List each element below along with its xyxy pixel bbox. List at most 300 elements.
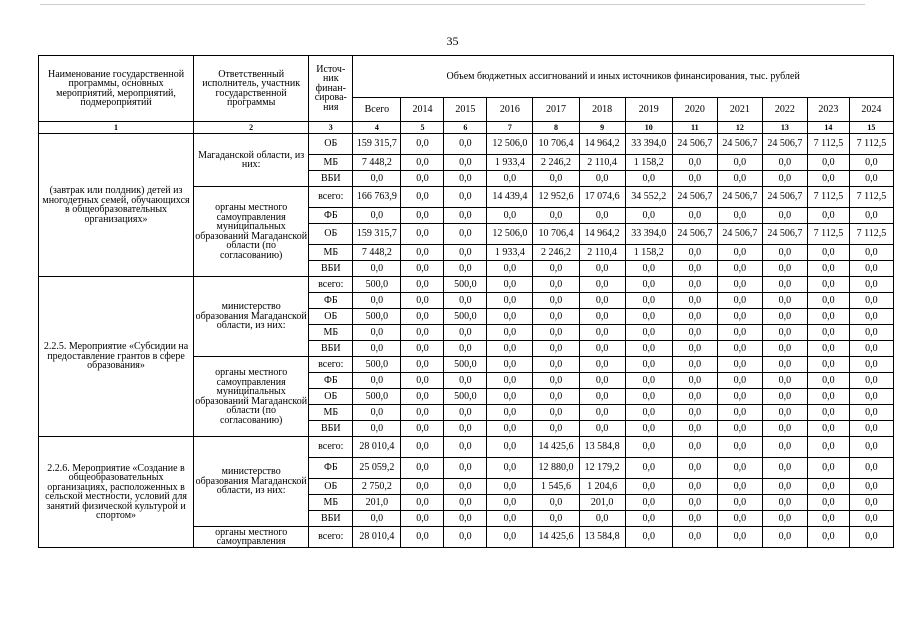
- year-value: 0,0: [533, 293, 579, 309]
- year-value: 0,0: [717, 341, 762, 357]
- year-value: 0,0: [762, 479, 807, 495]
- year-value: 0,0: [487, 458, 533, 479]
- year-value: 0,0: [849, 341, 893, 357]
- year-value: 0,0: [533, 341, 579, 357]
- year-value: 0,0: [762, 245, 807, 261]
- year-value: 0,0: [849, 389, 893, 405]
- year-value: 0,0: [533, 405, 579, 421]
- year-value: 0,0: [807, 437, 849, 458]
- year-value: 0,0: [625, 261, 672, 277]
- year-value: 24 506,7: [717, 224, 762, 245]
- year-value: 0,0: [717, 357, 762, 373]
- executor-name: министерство образования Магаданской области, из них:: [194, 277, 309, 357]
- year-value: 0,0: [672, 171, 717, 187]
- year-value: 0,0: [762, 421, 807, 437]
- program-item-name: 2.2.5. Мероприятие «Субсидии на предоставление грантов в сфере образования»: [39, 277, 194, 437]
- year-value: 0,0: [717, 171, 762, 187]
- year-value: 0,0: [625, 458, 672, 479]
- executor-name: органы местного самоуправления: [194, 527, 309, 548]
- funding-source: всего:: [309, 357, 353, 373]
- year-value: 0,0: [625, 373, 672, 389]
- program-item-name: (завтрак или полдник) детей из многодетных семей, обучающихся в общеобразовательных организациях»: [39, 134, 194, 277]
- column-number: 4: [353, 122, 401, 134]
- year-value: 0,0: [762, 405, 807, 421]
- year-value: 0,0: [717, 389, 762, 405]
- column-number: 6: [444, 122, 487, 134]
- year-value: 0,0: [401, 325, 444, 341]
- year-value: 0,0: [717, 208, 762, 224]
- year-value: 0,0: [672, 495, 717, 511]
- total-value: 0,0: [353, 171, 401, 187]
- year-value: 0,0: [762, 325, 807, 341]
- executor-name: министерство образования Магаданской области, из них:: [194, 437, 309, 527]
- year-value: 0,0: [672, 458, 717, 479]
- year-value: 0,0: [401, 458, 444, 479]
- year-value: 0,0: [717, 495, 762, 511]
- header-volume: Объем бюджетных ассигнований и иных источников финансирования, тыс. рублей: [353, 56, 894, 98]
- year-value: 0,0: [849, 293, 893, 309]
- total-value: 0,0: [353, 511, 401, 527]
- year-value: 0,0: [401, 405, 444, 421]
- year-value: 0,0: [762, 527, 807, 548]
- year-value: 0,0: [579, 325, 625, 341]
- year-value: 0,0: [807, 527, 849, 548]
- year-value: 0,0: [579, 341, 625, 357]
- year-value: 0,0: [487, 325, 533, 341]
- year-value: 0,0: [401, 479, 444, 495]
- year-value: 0,0: [444, 155, 487, 171]
- year-value: 0,0: [625, 309, 672, 325]
- funding-source: МБ: [309, 405, 353, 421]
- column-number: 7: [487, 122, 533, 134]
- year-value: 0,0: [625, 341, 672, 357]
- funding-source: ОБ: [309, 309, 353, 325]
- year-value: 0,0: [762, 155, 807, 171]
- year-header: 2017: [533, 98, 579, 122]
- year-value: 0,0: [579, 511, 625, 527]
- year-value: 34 552,2: [625, 187, 672, 208]
- total-value: 500,0: [353, 309, 401, 325]
- year-value: 0,0: [717, 277, 762, 293]
- table-body: [39, 134, 894, 548]
- year-value: 0,0: [487, 261, 533, 277]
- year-header: 2020: [672, 98, 717, 122]
- year-value: 0,0: [444, 245, 487, 261]
- year-value: 0,0: [849, 458, 893, 479]
- year-value: 0,0: [672, 437, 717, 458]
- year-value: 0,0: [672, 357, 717, 373]
- column-number-row: [39, 122, 894, 134]
- year-value: 0,0: [672, 389, 717, 405]
- year-value: 0,0: [444, 171, 487, 187]
- column-number: 8: [533, 122, 579, 134]
- year-value: 0,0: [672, 293, 717, 309]
- year-value: 0,0: [762, 357, 807, 373]
- total-value: 159 315,7: [353, 134, 401, 155]
- year-value: 0,0: [401, 134, 444, 155]
- year-value: 0,0: [487, 527, 533, 548]
- year-value: 0,0: [444, 405, 487, 421]
- year-value: 0,0: [849, 309, 893, 325]
- total-value: 0,0: [353, 208, 401, 224]
- year-value: 0,0: [533, 309, 579, 325]
- year-value: 0,0: [487, 357, 533, 373]
- year-value: 0,0: [672, 341, 717, 357]
- year-value: 0,0: [717, 293, 762, 309]
- year-value: 0,0: [533, 208, 579, 224]
- year-value: 0,0: [672, 208, 717, 224]
- year-value: 7 112,5: [807, 224, 849, 245]
- total-value: 28 010,4: [353, 527, 401, 548]
- year-value: 0,0: [444, 293, 487, 309]
- total-value: 0,0: [353, 293, 401, 309]
- year-value: 0,0: [807, 245, 849, 261]
- funding-source: МБ: [309, 245, 353, 261]
- column-number: 13: [762, 122, 807, 134]
- year-value: 12 506,0: [487, 134, 533, 155]
- year-value: 24 506,7: [717, 134, 762, 155]
- year-header: Всего: [353, 98, 401, 122]
- year-value: 0,0: [849, 405, 893, 421]
- total-value: 159 315,7: [353, 224, 401, 245]
- year-value: 0,0: [717, 155, 762, 171]
- table-row: [39, 277, 894, 293]
- funding-source: ФБ: [309, 208, 353, 224]
- year-value: 500,0: [444, 389, 487, 405]
- executor-name: Магаданской области, из них:: [194, 134, 309, 187]
- total-value: 0,0: [353, 325, 401, 341]
- year-value: 0,0: [849, 171, 893, 187]
- year-value: 0,0: [579, 277, 625, 293]
- year-value: 0,0: [444, 527, 487, 548]
- year-value: 14 964,2: [579, 224, 625, 245]
- year-value: 0,0: [444, 421, 487, 437]
- total-value: 0,0: [353, 405, 401, 421]
- year-value: 2 246,2: [533, 155, 579, 171]
- column-number: 1: [39, 122, 194, 134]
- column-number: 11: [672, 122, 717, 134]
- year-value: 0,0: [533, 277, 579, 293]
- year-value: 500,0: [444, 309, 487, 325]
- column-number: 15: [849, 122, 893, 134]
- year-value: 0,0: [849, 437, 893, 458]
- year-value: 0,0: [849, 421, 893, 437]
- year-value: 0,0: [762, 495, 807, 511]
- total-value: 500,0: [353, 277, 401, 293]
- year-header: 2015: [444, 98, 487, 122]
- total-value: 500,0: [353, 357, 401, 373]
- funding-source: ОБ: [309, 389, 353, 405]
- year-value: 0,0: [444, 458, 487, 479]
- year-value: 0,0: [444, 261, 487, 277]
- year-value: 0,0: [625, 527, 672, 548]
- total-value: 0,0: [353, 341, 401, 357]
- column-number: 10: [625, 122, 672, 134]
- year-value: 0,0: [717, 511, 762, 527]
- table-row: [39, 437, 894, 458]
- year-value: 0,0: [672, 527, 717, 548]
- year-value: 0,0: [849, 261, 893, 277]
- year-value: 14 964,2: [579, 134, 625, 155]
- year-value: 1 158,2: [625, 155, 672, 171]
- year-value: 201,0: [579, 495, 625, 511]
- year-value: 0,0: [807, 421, 849, 437]
- year-value: 7 112,5: [849, 224, 893, 245]
- year-value: 0,0: [849, 357, 893, 373]
- year-header: 2016: [487, 98, 533, 122]
- year-value: 0,0: [717, 245, 762, 261]
- year-value: 0,0: [717, 373, 762, 389]
- year-value: 0,0: [444, 325, 487, 341]
- year-value: 0,0: [717, 405, 762, 421]
- year-value: 0,0: [533, 495, 579, 511]
- year-value: 0,0: [672, 405, 717, 421]
- table-row: [39, 134, 894, 155]
- column-number: 12: [717, 122, 762, 134]
- funding-source: ФБ: [309, 293, 353, 309]
- executor-name: органы местного самоуправления муниципальных образований Магаданской области (по согласованию): [194, 187, 309, 277]
- total-value: 7 448,2: [353, 155, 401, 171]
- year-value: 0,0: [625, 479, 672, 495]
- year-value: 0,0: [401, 277, 444, 293]
- year-value: 0,0: [533, 389, 579, 405]
- year-value: 0,0: [762, 309, 807, 325]
- total-value: 166 763,9: [353, 187, 401, 208]
- year-value: 0,0: [849, 527, 893, 548]
- header-name: Наименование государственной программы, основных мероприятий, мероприятий, подмероприятий: [39, 56, 194, 122]
- year-value: 0,0: [849, 511, 893, 527]
- year-value: 0,0: [444, 208, 487, 224]
- year-value: 0,0: [672, 309, 717, 325]
- year-value: 0,0: [625, 171, 672, 187]
- program-item-name: 2.2.6. Мероприятие «Создание в общеобразовательных организациях, расположенных в сельской местности, условий для занятий физической культурой и спортом»: [39, 437, 194, 548]
- year-value: 0,0: [762, 437, 807, 458]
- budget-table: [38, 55, 894, 548]
- year-value: 0,0: [807, 495, 849, 511]
- year-value: 0,0: [807, 261, 849, 277]
- year-value: 24 506,7: [672, 187, 717, 208]
- year-value: 0,0: [533, 357, 579, 373]
- year-value: 7 112,5: [849, 134, 893, 155]
- year-value: 0,0: [807, 357, 849, 373]
- funding-source: всего:: [309, 527, 353, 548]
- year-value: 0,0: [487, 389, 533, 405]
- year-value: 0,0: [625, 389, 672, 405]
- year-value: 0,0: [807, 405, 849, 421]
- year-value: 0,0: [625, 511, 672, 527]
- total-value: 7 448,2: [353, 245, 401, 261]
- year-value: 12 880,0: [533, 458, 579, 479]
- year-value: 0,0: [762, 458, 807, 479]
- year-value: 0,0: [625, 293, 672, 309]
- year-value: 13 584,8: [579, 527, 625, 548]
- year-value: 0,0: [762, 341, 807, 357]
- year-value: 17 074,6: [579, 187, 625, 208]
- total-value: 0,0: [353, 373, 401, 389]
- year-value: 0,0: [807, 309, 849, 325]
- year-value: 0,0: [717, 421, 762, 437]
- year-value: 0,0: [444, 479, 487, 495]
- year-value: 0,0: [717, 309, 762, 325]
- year-value: 0,0: [807, 155, 849, 171]
- funding-source: ФБ: [309, 458, 353, 479]
- year-value: 0,0: [444, 134, 487, 155]
- year-value: 0,0: [487, 405, 533, 421]
- year-header: 2019: [625, 98, 672, 122]
- year-value: 0,0: [672, 261, 717, 277]
- year-value: 0,0: [849, 208, 893, 224]
- top-edge-line: [40, 0, 865, 5]
- funding-source: всего:: [309, 437, 353, 458]
- year-value: 7 112,5: [807, 187, 849, 208]
- funding-source: всего:: [309, 277, 353, 293]
- year-value: 0,0: [444, 224, 487, 245]
- year-value: 0,0: [444, 511, 487, 527]
- year-value: 0,0: [401, 437, 444, 458]
- year-value: 0,0: [579, 208, 625, 224]
- year-value: 0,0: [579, 171, 625, 187]
- year-value: 0,0: [807, 208, 849, 224]
- total-value: 0,0: [353, 261, 401, 277]
- year-value: 0,0: [579, 373, 625, 389]
- year-value: 0,0: [444, 187, 487, 208]
- column-number: 5: [401, 122, 444, 134]
- funding-source: ОБ: [309, 224, 353, 245]
- year-value: 0,0: [625, 437, 672, 458]
- funding-source: всего:: [309, 187, 353, 208]
- year-value: 0,0: [579, 261, 625, 277]
- year-value: 0,0: [579, 389, 625, 405]
- header-source: Источ-ник финан-сирова-ния: [309, 56, 353, 122]
- year-value: 10 706,4: [533, 224, 579, 245]
- year-value: 0,0: [487, 479, 533, 495]
- year-value: 0,0: [717, 458, 762, 479]
- year-value: 0,0: [401, 389, 444, 405]
- year-value: 0,0: [444, 437, 487, 458]
- year-value: 0,0: [807, 325, 849, 341]
- year-header: 2018: [579, 98, 625, 122]
- total-value: 28 010,4: [353, 437, 401, 458]
- total-value: 0,0: [353, 421, 401, 437]
- year-value: 0,0: [401, 511, 444, 527]
- year-value: 0,0: [401, 527, 444, 548]
- year-value: 0,0: [401, 155, 444, 171]
- year-value: 0,0: [717, 325, 762, 341]
- year-value: 0,0: [672, 373, 717, 389]
- year-value: 33 394,0: [625, 224, 672, 245]
- year-value: 14 439,4: [487, 187, 533, 208]
- year-value: 0,0: [401, 309, 444, 325]
- year-value: 0,0: [672, 245, 717, 261]
- year-value: 0,0: [762, 293, 807, 309]
- year-value: 0,0: [533, 373, 579, 389]
- year-value: 12 952,6: [533, 187, 579, 208]
- year-header: 2021: [717, 98, 762, 122]
- year-value: 0,0: [625, 405, 672, 421]
- year-value: 0,0: [849, 325, 893, 341]
- year-value: 12 179,2: [579, 458, 625, 479]
- year-value: 0,0: [807, 373, 849, 389]
- year-value: 7 112,5: [807, 134, 849, 155]
- year-value: 0,0: [487, 208, 533, 224]
- year-value: 1 545,6: [533, 479, 579, 495]
- funding-source: МБ: [309, 155, 353, 171]
- year-value: 0,0: [762, 208, 807, 224]
- year-value: 0,0: [807, 479, 849, 495]
- year-value: 0,0: [807, 171, 849, 187]
- year-value: 0,0: [487, 495, 533, 511]
- column-number: 3: [309, 122, 353, 134]
- year-value: 24 506,7: [762, 134, 807, 155]
- year-value: 0,0: [401, 421, 444, 437]
- year-value: 0,0: [762, 389, 807, 405]
- column-number: 2: [194, 122, 309, 134]
- year-value: 0,0: [401, 245, 444, 261]
- funding-source: ВБИ: [309, 421, 353, 437]
- year-value: 0,0: [533, 421, 579, 437]
- year-value: 0,0: [487, 309, 533, 325]
- year-value: 0,0: [807, 458, 849, 479]
- year-value: 7 112,5: [849, 187, 893, 208]
- year-value: 0,0: [579, 421, 625, 437]
- year-value: 0,0: [487, 511, 533, 527]
- year-value: 0,0: [401, 261, 444, 277]
- year-value: 0,0: [672, 155, 717, 171]
- year-value: 0,0: [717, 261, 762, 277]
- funding-source: ОБ: [309, 479, 353, 495]
- year-value: 0,0: [579, 357, 625, 373]
- year-value: 0,0: [487, 277, 533, 293]
- year-header: 2022: [762, 98, 807, 122]
- year-value: 0,0: [487, 373, 533, 389]
- year-value: 2 110,4: [579, 155, 625, 171]
- year-value: 0,0: [401, 224, 444, 245]
- total-value: 25 059,2: [353, 458, 401, 479]
- year-value: 0,0: [849, 373, 893, 389]
- year-value: 0,0: [672, 325, 717, 341]
- year-value: 0,0: [717, 527, 762, 548]
- year-value: 0,0: [807, 293, 849, 309]
- year-value: 0,0: [579, 309, 625, 325]
- year-value: 2 246,2: [533, 245, 579, 261]
- year-value: 0,0: [807, 341, 849, 357]
- year-header: 2023: [807, 98, 849, 122]
- year-value: 0,0: [717, 479, 762, 495]
- total-value: 2 750,2: [353, 479, 401, 495]
- year-value: 0,0: [487, 437, 533, 458]
- year-value: 0,0: [533, 261, 579, 277]
- year-value: 0,0: [762, 373, 807, 389]
- year-value: 0,0: [487, 341, 533, 357]
- year-value: 0,0: [625, 357, 672, 373]
- year-header: 2014: [401, 98, 444, 122]
- year-value: 0,0: [444, 341, 487, 357]
- year-value: 0,0: [807, 277, 849, 293]
- year-value: 0,0: [625, 495, 672, 511]
- year-value: 12 506,0: [487, 224, 533, 245]
- year-value: 0,0: [625, 208, 672, 224]
- year-value: 0,0: [401, 187, 444, 208]
- year-value: 0,0: [487, 171, 533, 187]
- year-value: 0,0: [807, 389, 849, 405]
- year-value: 0,0: [672, 277, 717, 293]
- year-value: 0,0: [533, 325, 579, 341]
- year-value: 2 110,4: [579, 245, 625, 261]
- year-value: 0,0: [762, 277, 807, 293]
- year-value: 1 158,2: [625, 245, 672, 261]
- year-value: 1 933,4: [487, 155, 533, 171]
- year-value: 0,0: [672, 479, 717, 495]
